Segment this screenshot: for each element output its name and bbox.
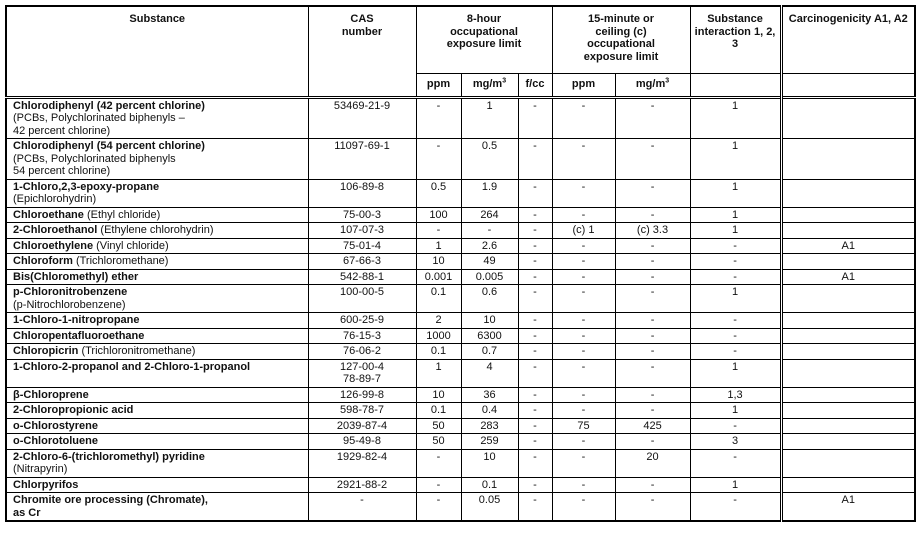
- ppm-8h-cell: 0.1: [416, 403, 461, 419]
- ppm-15min-cell: -: [552, 97, 615, 139]
- header-15-minute-limit: 15-minute or ceiling (c) occupational exposure limit: [552, 6, 690, 73]
- ppm-15min-cell: -: [552, 139, 615, 180]
- fcc-8h-cell: -: [518, 238, 552, 254]
- mg-m3-8h-cell: 49: [461, 254, 518, 270]
- table-row: [6, 313, 915, 329]
- cas-number-cell: 542-88-1: [308, 269, 416, 285]
- carcinogenicity-cell: [781, 434, 915, 450]
- table-row: [6, 493, 915, 522]
- mg-m3-8h-cell: 0.5: [461, 139, 518, 180]
- ppm-15min-cell: -: [552, 359, 615, 387]
- mg-m3-15min-cell: -: [615, 285, 690, 313]
- table-row: [6, 285, 915, 313]
- fcc-8h-cell: -: [518, 493, 552, 522]
- carcinogenicity-cell: [781, 313, 915, 329]
- interaction-cell: 1: [690, 285, 781, 313]
- mg-m3-15min-cell: -: [615, 179, 690, 207]
- carcinogenicity-cell: [781, 418, 915, 434]
- cas-number-cell: 598-78-7: [308, 403, 416, 419]
- cas-number-cell: -: [308, 493, 416, 522]
- unit-carcinogenicity-blank: [781, 73, 915, 97]
- substance-name: o-Chlorostyrene: [13, 419, 98, 432]
- mg-m3-15min-cell: -: [615, 328, 690, 344]
- substance-synonym: (Ethyl chloride): [86, 208, 161, 221]
- carcinogenicity-cell: [781, 403, 915, 419]
- ppm-8h-cell: -: [416, 477, 461, 493]
- cas-number-cell: 126-99-8: [308, 387, 416, 403]
- ppm-15min-cell: -: [552, 328, 615, 344]
- unit-ppm-15min: ppm: [552, 73, 615, 97]
- fcc-8h-cell: -: [518, 97, 552, 139]
- fcc-8h-cell: -: [518, 139, 552, 180]
- substance-name: β-Chloroprene: [13, 388, 89, 401]
- ppm-8h-cell: 0.1: [416, 344, 461, 360]
- table-body: [6, 97, 915, 521]
- table-row: [6, 269, 915, 285]
- cas-number-cell: 106-89-8: [308, 179, 416, 207]
- table-row: [6, 449, 915, 477]
- mg-m3-8h-cell: 4: [461, 359, 518, 387]
- substance-name: 1-Chloro-1-nitropropane: [13, 314, 140, 326]
- substance-synonym: (p-Nitrochlorobenzene): [13, 298, 126, 311]
- substance-synonym: (Vinyl chloride): [96, 239, 169, 252]
- interaction-cell: -: [690, 238, 781, 254]
- substance-cell: [6, 238, 308, 254]
- substance-cell: [6, 285, 308, 313]
- unit-interaction-blank: [690, 73, 781, 97]
- substance-cell: [6, 418, 308, 434]
- substance-cell: [6, 139, 308, 180]
- fcc-8h-cell: -: [518, 344, 552, 360]
- mg-m3-15min-cell: -: [615, 313, 690, 329]
- interaction-cell: 1: [690, 97, 781, 139]
- substance-name: Chlorodiphenyl (54 percent chlorine): [13, 140, 205, 152]
- ppm-15min-cell: -: [552, 238, 615, 254]
- fcc-8h-cell: -: [518, 328, 552, 344]
- interaction-cell: 1: [690, 477, 781, 493]
- substance-cell: [6, 493, 308, 522]
- unit-mg-m3-8h-text: mg/m: [472, 78, 503, 91]
- table-row: [6, 418, 915, 434]
- carcinogenicity-cell: [781, 449, 915, 477]
- fcc-8h-cell: -: [518, 449, 552, 477]
- interaction-cell: -: [690, 269, 781, 285]
- mg-m3-8h-cell: 6300: [461, 328, 518, 344]
- substance-name: 2-Chloroethanol: [13, 224, 98, 236]
- interaction-cell: -: [690, 418, 781, 434]
- carcinogenicity-cell: [781, 179, 915, 207]
- substance-synonym: (Nitrapyrin): [13, 463, 68, 475]
- interaction-cell: -: [690, 344, 781, 360]
- ppm-15min-cell: (c) 1: [552, 223, 615, 239]
- cas-number-cell: 2039-87-4: [308, 418, 416, 434]
- ppm-15min-cell: -: [552, 344, 615, 360]
- interaction-cell: 1: [690, 207, 781, 223]
- substance-cell: [6, 254, 308, 270]
- ppm-8h-cell: -: [416, 493, 461, 522]
- cas-number-cell: 76-15-3: [308, 328, 416, 344]
- carcinogenicity-cell: A1: [781, 269, 915, 285]
- ppm-8h-cell: -: [416, 223, 461, 239]
- cas-number-cell: 67-66-3: [308, 254, 416, 270]
- unit-mg-m3-8h: [461, 73, 518, 97]
- unit-ppm-8h: ppm: [416, 73, 461, 97]
- substance-name: Chlorpyrifos: [13, 478, 79, 491]
- substance-name: Chloropicrin: [13, 345, 79, 357]
- unit-mg-m3-15min-text: mg/m: [635, 78, 666, 91]
- carcinogenicity-cell: [781, 328, 915, 344]
- ppm-8h-cell: 1: [416, 238, 461, 254]
- carcinogenicity-cell: [781, 387, 915, 403]
- substance-cell: [6, 223, 308, 239]
- substance-cell: [6, 344, 308, 360]
- ppm-8h-cell: 100: [416, 207, 461, 223]
- fcc-8h-cell: -: [518, 223, 552, 239]
- table-row: [6, 254, 915, 270]
- substance-cell: [6, 477, 308, 493]
- mg-m3-15min-cell: -: [615, 403, 690, 419]
- ppm-8h-cell: 0.1: [416, 285, 461, 313]
- substance-cell: [6, 359, 308, 387]
- ppm-8h-cell: 2: [416, 313, 461, 329]
- header-substance-interaction: Substance interaction 1, 2, 3: [690, 6, 781, 73]
- unit-superscript: 3: [502, 77, 507, 85]
- cas-number-cell: 11097-69-1: [308, 139, 416, 180]
- table-row: [6, 387, 915, 403]
- carcinogenicity-cell: A1: [781, 493, 915, 522]
- table-row: [6, 179, 915, 207]
- substance-cell: [6, 97, 308, 139]
- mg-m3-8h-cell: 36: [461, 387, 518, 403]
- substance-cell: [6, 179, 308, 207]
- interaction-cell: 1: [690, 359, 781, 387]
- mg-m3-15min-cell: -: [615, 269, 690, 285]
- cas-number-cell: 600-25-9: [308, 313, 416, 329]
- unit-superscript: 3: [665, 77, 670, 85]
- mg-m3-8h-cell: 0.6: [461, 285, 518, 313]
- carcinogenicity-cell: [781, 139, 915, 180]
- mg-m3-8h-cell: 0.05: [461, 493, 518, 522]
- ppm-8h-cell: 1000: [416, 328, 461, 344]
- substance-synonym: (PCBs, Polychlorinated biphenyls – 42 percent chlorine): [13, 112, 185, 137]
- interaction-cell: 1: [690, 403, 781, 419]
- cas-number-cell: 75-00-3: [308, 207, 416, 223]
- interaction-cell: 1: [690, 223, 781, 239]
- substance-name: o-Chlorotoluene: [13, 435, 98, 447]
- cas-number-cell: 100-00-5: [308, 285, 416, 313]
- table-row: [6, 223, 915, 239]
- substance-synonym: (Trichloromethane): [75, 255, 169, 267]
- mg-m3-15min-cell: -: [615, 493, 690, 522]
- mg-m3-8h-cell: 10: [461, 313, 518, 329]
- interaction-cell: -: [690, 449, 781, 477]
- table-header: [6, 6, 915, 97]
- ppm-8h-cell: 1: [416, 359, 461, 387]
- carcinogenicity-cell: [781, 254, 915, 270]
- mg-m3-15min-cell: -: [615, 238, 690, 254]
- carcinogenicity-cell: [781, 223, 915, 239]
- mg-m3-8h-cell: 0.4: [461, 403, 518, 419]
- mg-m3-8h-cell: 264: [461, 207, 518, 223]
- mg-m3-15min-cell: -: [615, 477, 690, 493]
- ppm-8h-cell: 50: [416, 434, 461, 450]
- ppm-15min-cell: -: [552, 387, 615, 403]
- substance-cell: [6, 328, 308, 344]
- cas-number-cell: 75-01-4: [308, 238, 416, 254]
- ppm-8h-cell: 0.5: [416, 179, 461, 207]
- ppm-15min-cell: -: [552, 313, 615, 329]
- carcinogenicity-cell: A1: [781, 238, 915, 254]
- cas-number-cell: 53469-21-9: [308, 97, 416, 139]
- fcc-8h-cell: -: [518, 269, 552, 285]
- table-row: [6, 207, 915, 223]
- substance-synonym: (Ethylene chlorohydrin): [100, 224, 214, 236]
- interaction-cell: 1: [690, 179, 781, 207]
- substance-synonym: (Trichloronitromethane): [81, 345, 196, 357]
- occupational-exposure-limits-table: [5, 5, 916, 522]
- substance-cell: [6, 207, 308, 223]
- table-row: [6, 344, 915, 360]
- fcc-8h-cell: -: [518, 313, 552, 329]
- interaction-cell: 1: [690, 139, 781, 180]
- mg-m3-15min-cell: (c) 3.3: [615, 223, 690, 239]
- cas-number-cell: 107-07-3: [308, 223, 416, 239]
- substance-cell: [6, 403, 308, 419]
- ppm-15min-cell: -: [552, 449, 615, 477]
- carcinogenicity-cell: [781, 359, 915, 387]
- ppm-15min-cell: -: [552, 269, 615, 285]
- cas-number-cell: 2921-88-2: [308, 477, 416, 493]
- fcc-8h-cell: -: [518, 254, 552, 270]
- carcinogenicity-cell: [781, 207, 915, 223]
- carcinogenicity-cell: [781, 97, 915, 139]
- mg-m3-8h-cell: 10: [461, 449, 518, 477]
- header-carcinogenicity: Carcinogenicity A1, A2: [781, 6, 915, 73]
- ppm-15min-cell: -: [552, 493, 615, 522]
- substance-name: 2-Chloro-6-(trichloromethyl) pyridine: [13, 450, 205, 463]
- table-row: [6, 477, 915, 493]
- fcc-8h-cell: -: [518, 477, 552, 493]
- substance-cell: [6, 449, 308, 477]
- table-row: [6, 434, 915, 450]
- mg-m3-8h-cell: 259: [461, 434, 518, 450]
- substance-synonym: (Epichlorohydrin): [13, 193, 97, 205]
- mg-m3-8h-cell: 0.005: [461, 269, 518, 285]
- unit-fcc-8h: f/cc: [518, 73, 552, 97]
- fcc-8h-cell: -: [518, 207, 552, 223]
- fcc-8h-cell: -: [518, 285, 552, 313]
- ppm-15min-cell: -: [552, 179, 615, 207]
- mg-m3-15min-cell: -: [615, 434, 690, 450]
- mg-m3-8h-cell: 1: [461, 97, 518, 139]
- interaction-cell: 1,3: [690, 387, 781, 403]
- substance-name: Chloropentafluoroethane: [13, 329, 145, 342]
- table-row: [6, 97, 915, 139]
- carcinogenicity-cell: [781, 477, 915, 493]
- fcc-8h-cell: -: [518, 434, 552, 450]
- fcc-8h-cell: -: [518, 418, 552, 434]
- substance-cell: [6, 387, 308, 403]
- header-8-hour-limit: 8-hour occupational exposure limit: [416, 6, 552, 73]
- cas-number-cell: 95-49-8: [308, 434, 416, 450]
- carcinogenicity-cell: [781, 285, 915, 313]
- mg-m3-15min-cell: 20: [615, 449, 690, 477]
- interaction-cell: -: [690, 493, 781, 522]
- mg-m3-8h-cell: 2.6: [461, 238, 518, 254]
- mg-m3-8h-cell: 283: [461, 418, 518, 434]
- mg-m3-8h-cell: -: [461, 223, 518, 239]
- substance-name: Chlorodiphenyl (42 percent chlorine): [13, 99, 205, 112]
- substance-name: Chloroethane: [13, 208, 84, 221]
- ppm-15min-cell: 75: [552, 418, 615, 434]
- substance-name: 1-Chloro-2-propanol and 2-Chloro-1-propanol: [13, 360, 251, 373]
- mg-m3-15min-cell: -: [615, 207, 690, 223]
- ppm-15min-cell: -: [552, 254, 615, 270]
- interaction-cell: -: [690, 313, 781, 329]
- mg-m3-15min-cell: -: [615, 139, 690, 180]
- header-substance: Substance: [6, 6, 308, 97]
- mg-m3-8h-cell: 0.7: [461, 344, 518, 360]
- ppm-15min-cell: -: [552, 403, 615, 419]
- cas-number-cell: 76-06-2: [308, 344, 416, 360]
- mg-m3-15min-cell: -: [615, 97, 690, 139]
- ppm-15min-cell: -: [552, 477, 615, 493]
- fcc-8h-cell: -: [518, 179, 552, 207]
- substance-name: Chromite ore processing (Chromate), as Cr: [13, 494, 208, 519]
- fcc-8h-cell: -: [518, 359, 552, 387]
- cas-number-cell: 127-00-4 78-89-7: [308, 359, 416, 387]
- ppm-15min-cell: -: [552, 434, 615, 450]
- substance-synonym: (PCBs, Polychlorinated biphenyls 54 percent chlorine): [13, 152, 176, 177]
- substance-name: Bis(Chloromethyl) ether: [13, 270, 139, 283]
- fcc-8h-cell: -: [518, 387, 552, 403]
- ppm-15min-cell: -: [552, 285, 615, 313]
- substance-name: Chloroform: [13, 255, 73, 267]
- mg-m3-8h-cell: 1.9: [461, 179, 518, 207]
- substance-cell: [6, 269, 308, 285]
- mg-m3-8h-cell: 0.1: [461, 477, 518, 493]
- ppm-8h-cell: 10: [416, 254, 461, 270]
- header-cas-number: CAS number: [308, 6, 416, 97]
- ppm-8h-cell: -: [416, 449, 461, 477]
- table-row: [6, 403, 915, 419]
- ppm-8h-cell: 0.001: [416, 269, 461, 285]
- substance-cell: [6, 434, 308, 450]
- table-row: [6, 359, 915, 387]
- mg-m3-15min-cell: -: [615, 359, 690, 387]
- substance-name: 2-Chloropropionic acid: [13, 404, 134, 416]
- table-row: [6, 139, 915, 180]
- interaction-cell: 3: [690, 434, 781, 450]
- ppm-15min-cell: -: [552, 207, 615, 223]
- ppm-8h-cell: -: [416, 139, 461, 180]
- mg-m3-15min-cell: -: [615, 387, 690, 403]
- substance-name: p-Chloronitrobenzene: [13, 286, 128, 298]
- substance-name: 1-Chloro,2,3-epoxy-propane: [13, 180, 160, 193]
- cas-number-cell: 1929-82-4: [308, 449, 416, 477]
- unit-mg-m3-15min: [615, 73, 690, 97]
- substance-cell: [6, 313, 308, 329]
- mg-m3-15min-cell: 425: [615, 418, 690, 434]
- substance-name: Chloroethylene: [13, 239, 94, 252]
- table-row: [6, 238, 915, 254]
- ppm-8h-cell: -: [416, 97, 461, 139]
- table-row: [6, 328, 915, 344]
- carcinogenicity-cell: [781, 344, 915, 360]
- mg-m3-15min-cell: -: [615, 344, 690, 360]
- interaction-cell: -: [690, 328, 781, 344]
- ppm-8h-cell: 10: [416, 387, 461, 403]
- fcc-8h-cell: -: [518, 403, 552, 419]
- mg-m3-15min-cell: -: [615, 254, 690, 270]
- ppm-8h-cell: 50: [416, 418, 461, 434]
- interaction-cell: -: [690, 254, 781, 270]
